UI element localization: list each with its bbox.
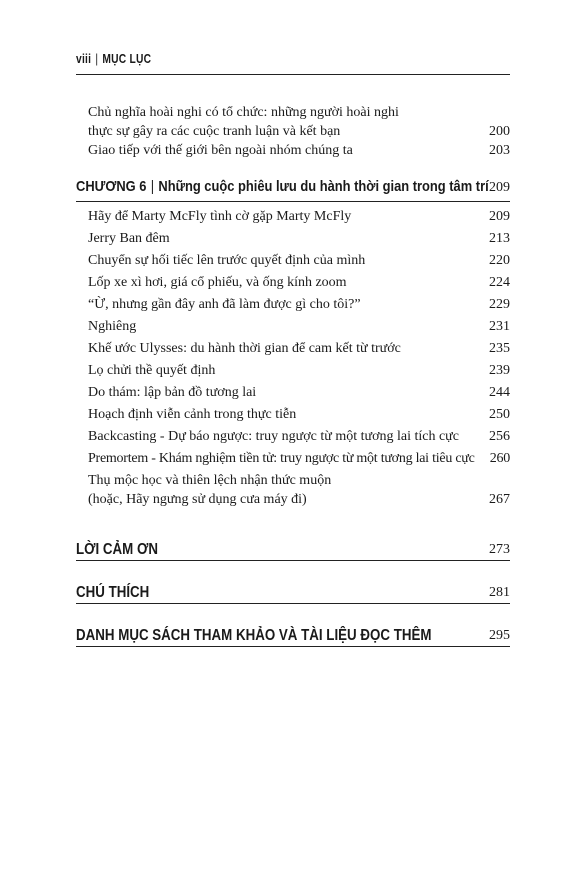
section-heading: LỜI CẢM ƠN xyxy=(76,541,158,558)
toc-entry-title-line: Nghiêng xyxy=(88,319,137,334)
toc-entry-page: 209 xyxy=(489,209,510,224)
toc-entry xyxy=(88,471,510,509)
toc-entry-page: 200 xyxy=(489,124,510,139)
chapter-title: Những cuộc phiêu lưu du hành thời gian trong tâm trí xyxy=(158,178,489,195)
toc-entry-page: 220 xyxy=(489,253,510,268)
section-page: 295 xyxy=(489,628,510,643)
toc-entry-title-line: Chuyển sự hối tiếc lên trước quyết định của mình xyxy=(88,253,366,268)
toc-entry xyxy=(88,141,510,160)
section-rule xyxy=(76,603,510,604)
toc-entry-page: 239 xyxy=(489,363,510,378)
section-heading: DANH MỤC SÁCH THAM KHẢO VÀ TÀI LIỆU ĐỌC THÊM xyxy=(76,627,432,644)
toc-entry xyxy=(88,361,510,380)
toc-entry-title-line: thực sự gây ra các cuộc tranh luận và kết bạn xyxy=(88,124,341,139)
running-header xyxy=(76,52,151,66)
toc-entry xyxy=(88,449,510,468)
toc-entry-page: 267 xyxy=(489,492,510,507)
section-rule xyxy=(76,560,510,561)
toc-entry-page: 256 xyxy=(489,429,510,444)
toc-entry-page: 203 xyxy=(489,143,510,158)
toc-entry-title-line: Jerry Ban đêm xyxy=(88,231,170,246)
toc-entry-page: 235 xyxy=(489,341,510,356)
toc-entry-page: 244 xyxy=(489,385,510,400)
toc-entry-title-line: Khế ước Ulysses: du hành thời gian để cam kết từ trước xyxy=(88,341,401,356)
chapter-rule xyxy=(76,201,510,202)
toc-entry-title-line: Giao tiếp với thế giới bên ngoài nhóm chúng ta xyxy=(88,143,353,158)
toc-entry xyxy=(88,229,510,248)
section-page: 273 xyxy=(489,542,510,557)
toc-entry xyxy=(88,103,510,141)
header-page-number: viii xyxy=(76,52,92,66)
toc-entry xyxy=(88,273,510,292)
header-title: MỤC LỤC xyxy=(102,52,152,66)
toc-entry-page: 260 xyxy=(489,451,510,466)
toc-entry-title-line: “Ừ, nhưng gần đây anh đã làm được gì cho tôi?” xyxy=(88,297,361,312)
toc-entry-title-line: Hoạch định viễn cảnh trong thực tiễn xyxy=(88,407,297,422)
toc-entry-title-line: Thụ mộc học và thiên lệch nhận thức muộn xyxy=(88,473,332,488)
section-rule xyxy=(76,646,510,647)
toc-entry-title-line: (hoặc, Hãy ngưng sử dụng cưa máy đi) xyxy=(88,492,307,507)
section-heading: CHÚ THÍCH xyxy=(76,584,150,601)
toc-entry xyxy=(88,251,510,270)
chapter-label: CHƯƠNG 6 xyxy=(76,178,147,195)
toc-entry-title-line: Lốp xe xì hơi, giá cổ phiếu, và ống kính zoom xyxy=(88,275,347,290)
toc-entry xyxy=(88,339,510,358)
toc-entry xyxy=(88,405,510,424)
toc-entry-page: 229 xyxy=(489,297,510,312)
chapter-separator: | xyxy=(150,178,155,195)
header-separator: | xyxy=(95,52,99,66)
toc-entry-title-line: Lọ chửi thề quyết định xyxy=(88,363,216,378)
toc-entry-page: 250 xyxy=(489,407,510,422)
toc-entry xyxy=(88,427,510,446)
toc-entry-title-line: Premortem - Khám nghiệm tiền tử: truy ngược từ một tương lai tiêu cực xyxy=(88,451,475,466)
toc-entry-page: 224 xyxy=(489,275,510,290)
toc-entry-title-line: Hãy để Marty McFly tình cờ gặp Marty McFly xyxy=(88,209,352,224)
chapter-heading xyxy=(76,178,489,195)
toc-entry xyxy=(88,383,510,402)
toc-entry-title-line: Backcasting - Dự báo ngược: truy ngược từ một tương lai tích cực xyxy=(88,429,459,444)
toc-entry xyxy=(88,207,510,226)
chapter-page: 209 xyxy=(489,180,510,195)
toc-entry xyxy=(88,317,510,336)
toc-entry xyxy=(88,295,510,314)
header-rule xyxy=(76,74,510,75)
section-page: 281 xyxy=(489,585,510,600)
toc-entry-page: 231 xyxy=(489,319,510,334)
toc-entry-page: 213 xyxy=(489,231,510,246)
toc-entry-title-line: Chủ nghĩa hoài nghi có tổ chức: những người hoài nghi xyxy=(88,105,399,120)
toc-entry-title-line: Do thám: lập bản đồ tương lai xyxy=(88,385,257,400)
